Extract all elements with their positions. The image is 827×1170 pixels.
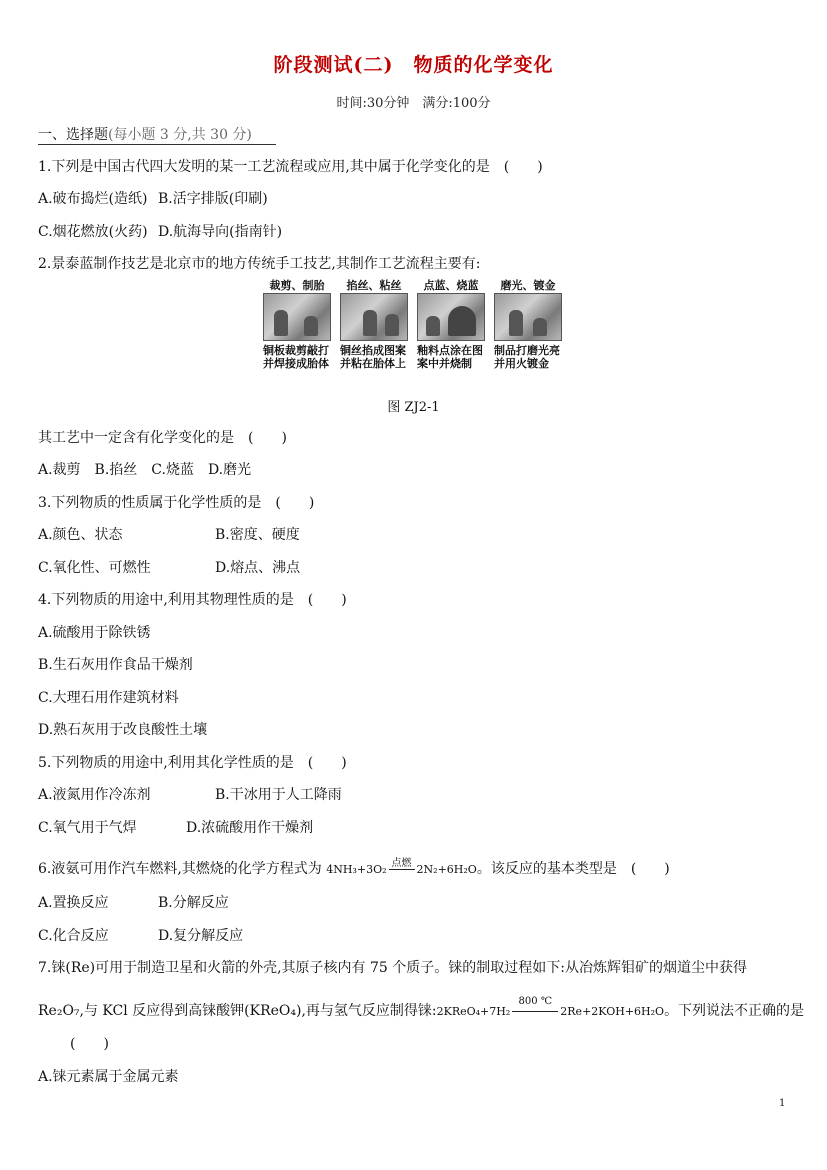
cloisonne-process-figure bbox=[263, 277, 563, 387]
q3-option-d: D.熔点、沸点 bbox=[215, 560, 301, 576]
q7-equation-right: 2Re+2KOH+6H₂O bbox=[560, 1005, 665, 1018]
page-number: 1 bbox=[779, 1098, 786, 1109]
q1-option-c: C.烟花燃放(火药) bbox=[38, 224, 148, 240]
q6-option-a: A.置换反应 bbox=[38, 895, 109, 911]
panel-caption: 磨光、镀金 bbox=[500, 279, 556, 292]
q6-equation-right: 2N₂+6H₂O bbox=[416, 863, 477, 876]
section-label: 一、选择题 bbox=[38, 127, 108, 143]
section-underline bbox=[38, 144, 276, 145]
page-title: 阶段测试(二) 物质的化学变化 bbox=[273, 54, 554, 76]
q7-option-a: A.铼元素属于金属元素 bbox=[38, 1069, 179, 1085]
q3-stem: 3.下列物质的性质属于化学性质的是 ( ) bbox=[38, 495, 315, 511]
q3-option-b: B.密度、硬度 bbox=[215, 527, 300, 543]
panel-description: 铜丝掐成图案并粘在胎体上 bbox=[340, 344, 406, 370]
q6-equation-left: 4NH₃+3O₂ bbox=[326, 863, 387, 876]
panel-description: 铜板裁剪敲打并焊接成胎体 bbox=[263, 344, 329, 370]
panel-caption: 裁剪、制胎 bbox=[269, 279, 325, 292]
q6-stem-post: 。该反应的基本类型是 ( ) bbox=[476, 861, 670, 877]
q1-option-d: D.航海导向(指南针) bbox=[158, 224, 283, 240]
panel-photo bbox=[494, 293, 562, 341]
q6-stem-pre: 6.液氨可用作汽车燃料,其燃烧的化学方程式为 bbox=[38, 861, 322, 877]
q6-option-b: B.分解反应 bbox=[158, 895, 229, 911]
q7-answer-paren: ( ) bbox=[70, 1036, 109, 1052]
q6-option-d: D.复分解反应 bbox=[158, 928, 244, 944]
figure-panel-4 bbox=[494, 277, 562, 370]
q4-stem: 4.下列物质的用途中,利用其物理性质的是 ( ) bbox=[38, 592, 347, 608]
q5-option-c: C.氧气用于气焊 bbox=[38, 820, 137, 836]
q1-option-b: B.活字排版(印刷) bbox=[158, 191, 268, 207]
figure-panel-2 bbox=[340, 277, 408, 370]
figure-label: 图 ZJ2-1 bbox=[387, 400, 440, 415]
q7-stem-line1: 7.铼(Re)可用于制造卫星和火箭的外壳,其原子核内有 75 个质子。铼的制取过程如下:从冶炼辉钼矿的烟道尘中获得 bbox=[38, 960, 747, 976]
q7-equation-condition: 800 ℃ bbox=[518, 995, 552, 1007]
panel-caption: 点蓝、烧蓝 bbox=[423, 279, 479, 292]
panel-description: 釉料点涂在图案中并烧制 bbox=[417, 344, 483, 370]
panel-photo bbox=[417, 293, 485, 341]
q5-option-b: B.干冰用于人工降雨 bbox=[215, 787, 342, 803]
q7-stem-line2 bbox=[38, 995, 805, 1020]
panel-photo bbox=[263, 293, 331, 341]
q3-option-c: C.氧化性、可燃性 bbox=[38, 560, 151, 576]
q6-equation-arrow bbox=[389, 857, 415, 870]
panel-description: 制品打磨光亮并用火镀金 bbox=[494, 344, 560, 370]
q4-option-d: D.熟石灰用于改良酸性土壤 bbox=[38, 722, 208, 738]
q7-equation-left: 2KReO₄+7H₂ bbox=[436, 1005, 511, 1018]
q6-stem bbox=[38, 858, 670, 878]
q5-option-a: A.液氮用作冷冻剂 bbox=[38, 787, 151, 803]
time-score-info: 时间:30分钟 满分:100分 bbox=[336, 96, 491, 111]
q5-stem: 5.下列物质的用途中,利用其化学性质的是 ( ) bbox=[38, 755, 347, 771]
q7-stem-post: 。下列说法不正确的是 bbox=[664, 1003, 805, 1019]
q7-equation-arrow bbox=[512, 995, 558, 1012]
q5-option-d: D.浓硫酸用作干燥剂 bbox=[186, 820, 314, 836]
panel-photo bbox=[340, 293, 408, 341]
q1-stem: 1.下列是中国古代四大发明的某一工艺流程或应用,其中属于化学变化的是 ( ) bbox=[38, 159, 543, 175]
q6-equation-condition: 点燃 bbox=[391, 857, 412, 869]
figure-panel-3 bbox=[417, 277, 485, 370]
q4-option-a: A.硫酸用于除铁锈 bbox=[38, 625, 151, 641]
q1-option-a: A.破布捣烂(造纸) bbox=[38, 191, 148, 207]
figure-panel-1 bbox=[263, 277, 331, 370]
q4-option-b: B.生石灰用作食品干燥剂 bbox=[38, 657, 193, 673]
panel-caption: 掐丝、粘丝 bbox=[346, 279, 402, 292]
q4-option-c: C.大理石用作建筑材料 bbox=[38, 690, 179, 706]
section-heading bbox=[38, 124, 252, 144]
q2-options: A.裁剪 B.掐丝 C.烧蓝 D.磨光 bbox=[38, 462, 252, 478]
q3-option-a: A.颜色、状态 bbox=[38, 527, 123, 543]
q6-option-c: C.化合反应 bbox=[38, 928, 109, 944]
q7-stem-pre: Re₂O₇,与 KCl 反应得到高铼酸钾(KReO₄),再与氢气反应制得铼: bbox=[38, 1003, 437, 1019]
q2-stem: 2.景泰蓝制作技艺是北京市的地方传统手工技艺,其制作工艺流程主要有: bbox=[38, 256, 481, 272]
section-note: (每小题 3 分,共 30 分) bbox=[108, 127, 252, 143]
q2-question: 其工艺中一定含有化学变化的是 ( ) bbox=[38, 430, 287, 446]
